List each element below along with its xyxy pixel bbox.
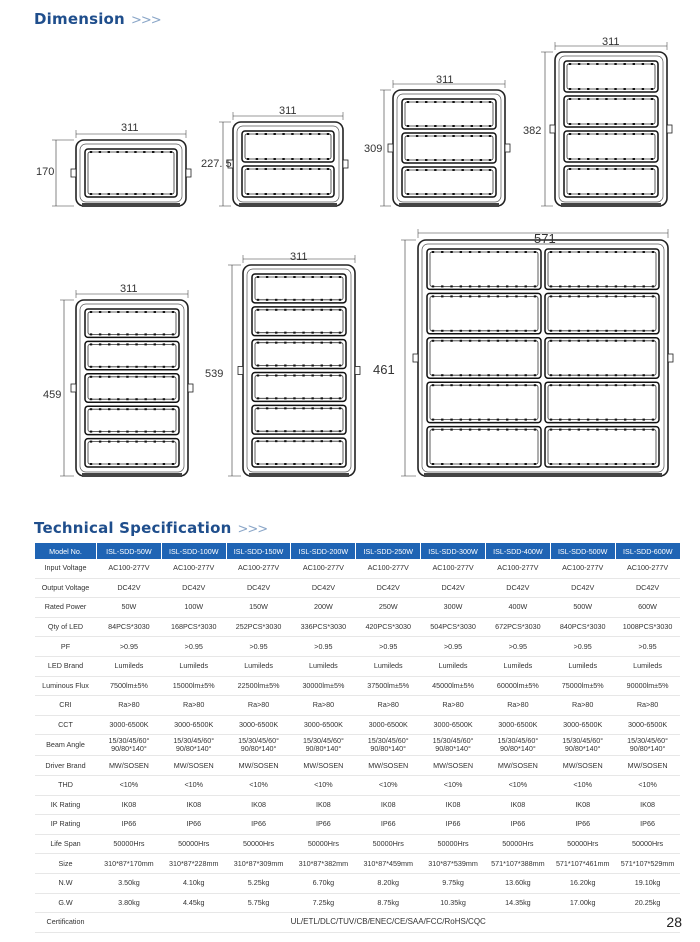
spec-cell: 100W [161,598,226,618]
led-module [85,439,179,467]
spec-cell: 3.80kg [97,893,162,913]
spec-cell: 3000-6500K [226,715,291,735]
spec-cell: Ra>80 [161,696,226,716]
spec-cell: 50000Hrs [97,834,162,854]
spec-cell: 4.45kg [161,893,226,913]
spec-title: Technical Specification [34,519,232,537]
spec-cell: IP66 [421,815,486,835]
beam-angle-line1: 15/30/45/60° [497,736,539,746]
spec-cell: 571*107*388mm [485,854,550,874]
led-module [427,249,541,289]
fixture-6-width-label: 311 [290,251,308,263]
spec-row [35,735,681,756]
row-label: CCT [35,715,97,735]
spec-cell: <10% [226,775,291,795]
row-label: Size [35,854,97,874]
spec-cell: 3.50kg [97,873,162,893]
spec-cell: 420PCS*3030 [356,617,421,637]
spec-cell: 310*87*170mm [97,854,162,874]
spec-cell: 500W [550,598,615,618]
spec-row [35,598,681,618]
row-label: Beam Angle [35,735,97,756]
beam-angle-line2: 90/80*140° [500,744,536,754]
spec-cell: 4.10kg [161,873,226,893]
led-module [427,338,541,378]
spec-cell: IP66 [550,815,615,835]
led-module [85,309,179,337]
spec-cell: 840PCS*3030 [550,617,615,637]
spec-cell: 8.75kg [356,893,421,913]
spec-cell: >0.95 [356,637,421,657]
chevron-right-icon: >>> [237,522,268,537]
spec-cell: IK08 [485,795,550,815]
spec-table [34,543,680,933]
spec-cell: 672PCS*3030 [485,617,550,637]
spec-row [35,656,681,676]
led-module [564,131,658,162]
beam-angle-line2: 90/80*140° [111,744,147,754]
fixture-5-width-label: 311 [120,283,138,295]
spec-cell: IK08 [356,795,421,815]
header-model-5: ISL-SDD-300W [421,543,486,559]
spec-cell: 1008PCS*3030 [615,617,680,637]
spec-cell [161,735,226,756]
beam-angle-line1: 15/30/45/60° [562,736,604,746]
spec-row [35,578,681,598]
spec-cell: AC100-277V [550,559,615,578]
header-model-2: ISL-SDD-150W [226,543,291,559]
led-module [564,96,658,127]
fixture-1-width-label: 311 [121,122,139,134]
spec-cell: >0.95 [291,637,356,657]
spec-cell: 310*87*459mm [356,854,421,874]
spec-cell: 13.60kg [485,873,550,893]
spec-cell: DC42V [291,578,356,598]
beam-angle-line2: 90/80*140° [175,744,212,754]
beam-angle-line2: 90/80*140° [629,744,666,754]
led-module [564,61,658,92]
spec-cell: 7500lm±5% [97,676,162,696]
led-module [252,438,346,467]
spec-cell: MW/SOSEN [291,756,356,776]
spec-cell: Lumileds [421,656,486,676]
led-module [85,374,179,402]
spec-cell: >0.95 [97,637,162,657]
led-module [402,167,496,197]
header-model-4: ISL-SDD-250W [356,543,421,559]
row-label: IK Rating [35,795,97,815]
spec-cell: DC42V [226,578,291,598]
spec-cell: MW/SOSEN [97,756,162,776]
spec-cell: Ra>80 [421,696,486,716]
fixture-1-height-label: 170 [36,166,55,178]
beam-angle-line2: 90/80*140° [305,744,342,754]
spec-cell: Lumileds [615,656,680,676]
spec-cell [291,735,356,756]
spec-cell: 19.10kg [615,873,680,893]
spec-cell: Ra>80 [97,696,162,716]
spec-cell: DC42V [356,578,421,598]
spec-cell: <10% [550,775,615,795]
spec-cell: DC42V [161,578,226,598]
row-label: Output Voltage [35,578,97,598]
beam-angle-line1: 15/30/45/60° [432,736,474,746]
beam-angle-line2: 90/80*140° [240,744,277,754]
spec-cell: IK08 [550,795,615,815]
fixture-4-height-label: 382 [523,125,542,137]
led-module [564,166,658,197]
spec-cell: 200W [291,598,356,618]
spec-cell: 3000-6500K [97,715,162,735]
spec-cell [356,735,421,756]
row-label: Rated Power [35,598,97,618]
header-model-7: ISL-SDD-500W [550,543,615,559]
spec-cell: MW/SOSEN [421,756,486,776]
row-label: Driver Brand [35,756,97,776]
spec-heading [34,519,267,537]
spec-cell: Lumileds [97,656,162,676]
spec-cell: AC100-277V [615,559,680,578]
spec-row [35,696,681,716]
spec-cell: Ra>80 [291,696,356,716]
beam-angle-line1: 15/30/45/60° [367,736,409,746]
led-module [545,338,659,378]
certification-row [35,913,681,933]
spec-cell: 50000Hrs [485,834,550,854]
led-module [85,341,179,369]
spec-row [35,834,681,854]
spec-cell: IK08 [97,795,162,815]
spec-row [35,676,681,696]
spec-cell: 50000Hrs [615,834,680,854]
header-model-8: ISL-SDD-600W [615,543,680,559]
fixture-3-width-label: 311 [436,74,454,86]
spec-cell: 252PCS*3030 [226,617,291,637]
spec-cell: 45000lm±5% [421,676,486,696]
fixture-5-height-label: 459 [43,389,62,401]
spec-cell: 3000-6500K [356,715,421,735]
spec-cell: >0.95 [226,637,291,657]
spec-row [35,893,681,913]
spec-cell: 50000Hrs [161,834,226,854]
led-module [427,382,541,422]
row-label: Qty of LED [35,617,97,637]
spec-cell: <10% [291,775,356,795]
spec-cell: 10.35kg [421,893,486,913]
row-label: LED Brand [35,656,97,676]
spec-row [35,617,681,637]
header-model-6: ISL-SDD-400W [485,543,550,559]
page-number: 28 [666,914,682,930]
led-module [545,293,659,333]
spec-cell: MW/SOSEN [356,756,421,776]
row-label: Luminous Flux [35,676,97,696]
spec-cell: <10% [161,775,226,795]
header-model-no: Model No. [35,543,97,559]
spec-cell: <10% [421,775,486,795]
beam-angle-line1: 15/30/45/60° [173,736,215,746]
spec-cell: 504PCS*3030 [421,617,486,637]
spec-cell: 60000lm±5% [485,676,550,696]
spec-cell: Ra>80 [485,696,550,716]
spec-cell: 84PCS*3030 [97,617,162,637]
spec-cell: Lumileds [161,656,226,676]
row-label: Life Span [35,834,97,854]
spec-cell: IP66 [485,815,550,835]
spec-cell: Lumileds [291,656,356,676]
spec-cell [485,735,550,756]
spec-cell: IP66 [356,815,421,835]
spec-cell: 150W [226,598,291,618]
led-module [402,133,496,163]
spec-row [35,815,681,835]
spec-cell: IK08 [421,795,486,815]
led-module [402,99,496,129]
spec-cell: AC100-277V [356,559,421,578]
spec-cell: 400W [485,598,550,618]
spec-cell: 336PCS*3030 [291,617,356,637]
fixture-2-height-label: 227. 5 [201,158,232,170]
spec-cell: 37500lm±5% [356,676,421,696]
spec-cell: MW/SOSEN [615,756,680,776]
spec-cell [615,735,680,756]
spec-cell: DC42V [550,578,615,598]
spec-row [35,873,681,893]
fixture-4-width-label: 311 [602,36,620,48]
beam-angle-line1: 15/30/45/60° [238,736,279,746]
led-module [427,293,541,333]
row-label: CRI [35,696,97,716]
dimension-title: Dimension [34,10,125,28]
led-module [242,166,334,197]
spec-cell: 300W [421,598,486,618]
led-module [252,307,346,336]
spec-cell: 6.70kg [291,873,356,893]
spec-cell: IP66 [226,815,291,835]
spec-cell: 50000Hrs [550,834,615,854]
spec-cell: AC100-277V [97,559,162,578]
chevron-right-icon: >>> [130,13,161,28]
spec-cell: IP66 [161,815,226,835]
spec-cell: 16.20kg [550,873,615,893]
beam-angle-line2: 90/80*140° [564,744,601,754]
row-label: IP Rating [35,815,97,835]
spec-cell: 250W [356,598,421,618]
fixture-2-width-label: 311 [279,105,297,117]
spec-cell: 571*107*461mm [550,854,615,874]
spec-cell: IK08 [291,795,356,815]
spec-row [35,559,681,578]
beam-angle-line1: 15/30/45/60° [108,736,150,746]
certification-label: Certification [35,913,97,933]
spec-row [35,715,681,735]
led-module [242,131,334,162]
spec-cell: MW/SOSEN [161,756,226,776]
spec-cell: MW/SOSEN [485,756,550,776]
spec-cell: 90000lm±5% [615,676,680,696]
spec-cell: <10% [485,775,550,795]
spec-cell: 9.75kg [421,873,486,893]
spec-cell [550,735,615,756]
spec-cell: 50000Hrs [226,834,291,854]
spec-cell: AC100-277V [226,559,291,578]
dimension-heading [34,10,161,28]
led-module [545,249,659,289]
spec-cell: DC42V [615,578,680,598]
spec-cell [97,735,162,756]
spec-cell: IP66 [615,815,680,835]
spec-cell: >0.95 [550,637,615,657]
led-module [85,406,179,434]
spec-cell: AC100-277V [161,559,226,578]
spec-cell: Ra>80 [226,696,291,716]
spec-cell: Lumileds [550,656,615,676]
spec-cell: 600W [615,598,680,618]
led-module [252,340,346,369]
spec-cell: 75000lm±5% [550,676,615,696]
row-label: G.W [35,893,97,913]
spec-cell: AC100-277V [291,559,356,578]
spec-cell: 30000lm±5% [291,676,356,696]
certification-value: UL/ETL/DLC/TUV/CB/ENEC/CE/SAA/FCC/RoHS/CQC [97,913,681,933]
row-label: N.W [35,873,97,893]
fixture-7-width-label: 571 [534,231,556,246]
spec-cell [421,735,486,756]
spec-row [35,795,681,815]
spec-cell: AC100-277V [485,559,550,578]
spec-cell: IP66 [97,815,162,835]
led-module [545,427,659,467]
spec-cell: 22500lm±5% [226,676,291,696]
spec-cell: 50W [97,598,162,618]
header-model-1: ISL-SDD-100W [161,543,226,559]
spec-row [35,756,681,776]
spec-cell: <10% [97,775,162,795]
led-module [85,149,177,197]
beam-angle-line1: 15/30/45/60° [302,736,344,746]
spec-cell: Lumileds [485,656,550,676]
spec-cell: MW/SOSEN [226,756,291,776]
spec-cell: 310*87*309mm [226,854,291,874]
spec-cell: 50000Hrs [356,834,421,854]
header-model-0: ISL-SDD-50W [97,543,162,559]
spec-cell: DC42V [97,578,162,598]
spec-cell: 3000-6500K [291,715,356,735]
spec-row [35,637,681,657]
fixture-7-height-label: 461 [373,362,395,377]
spec-cell: 8.20kg [356,873,421,893]
spec-cell: 310*87*228mm [161,854,226,874]
spec-cell: <10% [615,775,680,795]
spec-cell: >0.95 [485,637,550,657]
spec-header-row [35,543,681,559]
spec-cell: 310*87*382mm [291,854,356,874]
fixture-3-height-label: 309 [364,143,383,155]
spec-row [35,775,681,795]
spec-cell: 3000-6500K [615,715,680,735]
spec-cell: Ra>80 [550,696,615,716]
spec-cell: IK08 [226,795,291,815]
row-label: Input Voltage [35,559,97,578]
spec-cell: 14.35kg [485,893,550,913]
row-label: PF [35,637,97,657]
spec-cell: 571*107*529mm [615,854,680,874]
spec-cell [226,735,291,756]
fixture-6-height-label: 539 [205,368,224,380]
spec-cell: >0.95 [615,637,680,657]
header-model-3: ISL-SDD-200W [291,543,356,559]
spec-row [35,854,681,874]
spec-cell: 17.00kg [550,893,615,913]
spec-cell: Lumileds [356,656,421,676]
spec-cell: IP66 [291,815,356,835]
spec-cell: 3000-6500K [550,715,615,735]
beam-angle-line2: 90/80*140° [435,744,471,754]
spec-cell: IK08 [615,795,680,815]
beam-angle-line1: 15/30/45/60° [627,736,668,746]
dimension-drawings [0,30,700,485]
spec-cell: MW/SOSEN [550,756,615,776]
spec-cell: DC42V [421,578,486,598]
spec-cell: 50000Hrs [291,834,356,854]
spec-cell: AC100-277V [421,559,486,578]
led-module [545,382,659,422]
spec-cell: 15000lm±5% [161,676,226,696]
row-label: THD [35,775,97,795]
spec-cell: 7.25kg [291,893,356,913]
spec-cell: 3000-6500K [421,715,486,735]
spec-cell: 50000Hrs [421,834,486,854]
spec-cell: <10% [356,775,421,795]
spec-cell: Lumileds [226,656,291,676]
spec-cell: 3000-6500K [485,715,550,735]
led-module [252,274,346,303]
spec-cell: 310*87*539mm [421,854,486,874]
spec-cell: 3000-6500K [161,715,226,735]
led-module [252,405,346,434]
spec-cell: IK08 [161,795,226,815]
led-module [252,373,346,402]
spec-cell: >0.95 [421,637,486,657]
spec-cell: 5.75kg [226,893,291,913]
led-module [427,427,541,467]
spec-cell: Ra>80 [356,696,421,716]
spec-cell: >0.95 [161,637,226,657]
spec-cell: DC42V [485,578,550,598]
spec-cell: 20.25kg [615,893,680,913]
spec-cell: 168PCS*3030 [161,617,226,637]
beam-angle-line2: 90/80*140° [370,744,407,754]
spec-cell: 5.25kg [226,873,291,893]
spec-cell: Ra>80 [615,696,680,716]
